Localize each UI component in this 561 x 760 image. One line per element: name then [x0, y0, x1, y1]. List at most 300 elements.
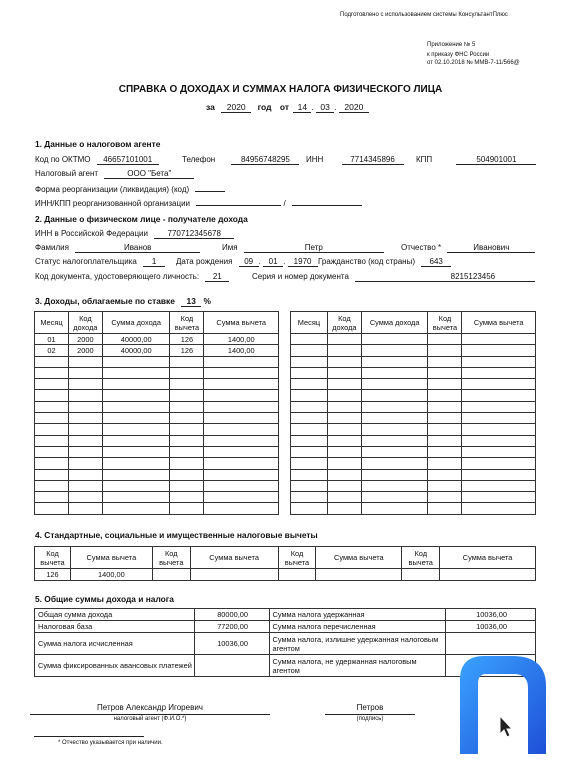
table-row — [35, 469, 279, 480]
table-cell — [361, 334, 428, 345]
table-cell — [170, 424, 204, 435]
table-cell — [102, 401, 170, 412]
table-cell — [462, 480, 536, 491]
citizenship-row — [318, 257, 451, 267]
agent-name: Петров Александр Игоревич — [30, 703, 270, 715]
table-cell — [170, 413, 204, 424]
table-cell — [68, 492, 102, 503]
table-row — [35, 503, 279, 514]
oktmo-row — [35, 155, 159, 165]
total-income-label: Общая сумма дохода — [35, 609, 195, 621]
oktmo-label: Код по ОКТМО — [35, 155, 91, 164]
tax-base-label: Налоговая база — [35, 621, 195, 633]
income-table-right — [290, 311, 536, 515]
table-cell — [361, 413, 428, 424]
table-cell — [327, 469, 361, 480]
table-cell — [68, 424, 102, 435]
table-cell — [170, 356, 204, 367]
dob-month: 01 — [263, 257, 283, 267]
table-cell — [68, 458, 102, 469]
table-cell — [204, 367, 279, 378]
table-cell: 126 — [170, 345, 204, 356]
reorg-inn-value — [196, 197, 281, 206]
table-cell — [462, 492, 536, 503]
ded-code-v2 — [152, 569, 190, 581]
ded-code-h3: Код вычета — [278, 547, 316, 569]
table-cell — [35, 367, 69, 378]
section5-heading: 5. Общие суммы дохода и налога — [35, 594, 174, 604]
table-row — [291, 492, 536, 503]
table-cell — [428, 424, 462, 435]
table-cell — [170, 492, 204, 503]
period-month: 03 — [316, 102, 334, 113]
ded-sum-h3: Сумма вычета — [316, 547, 402, 569]
table-cell — [204, 469, 279, 480]
tax-excess-label: Сумма налога, излишне удержанная налоговым агентом — [269, 633, 446, 655]
table-cell — [428, 334, 462, 345]
table-cell — [462, 446, 536, 457]
table-cell — [428, 458, 462, 469]
table-row — [35, 379, 279, 390]
table-row — [291, 334, 536, 345]
table-cell — [170, 469, 204, 480]
doc-row — [35, 272, 229, 282]
table-cell — [327, 390, 361, 401]
table-cell — [327, 379, 361, 390]
table-cell — [291, 469, 328, 480]
table-row — [35, 413, 279, 424]
table-row — [35, 390, 279, 401]
table-cell — [68, 401, 102, 412]
table-cell — [170, 401, 204, 412]
table-cell — [361, 435, 428, 446]
table-cell — [462, 390, 536, 401]
table-cell — [204, 480, 279, 491]
table-cell — [35, 503, 69, 514]
kpp-label: КПП — [416, 155, 433, 164]
table-row — [291, 345, 536, 356]
table-cell — [361, 356, 428, 367]
table-cell — [361, 379, 428, 390]
col-deduction-code: Код вычета — [170, 312, 204, 334]
table-cell — [327, 492, 361, 503]
table-cell — [102, 446, 170, 457]
patronymic-value: Иванович — [447, 243, 535, 253]
table-cell — [291, 356, 328, 367]
table-cell — [102, 492, 170, 503]
ded-code-v3 — [278, 569, 316, 581]
table-cell — [361, 345, 428, 356]
table-cell — [68, 413, 102, 424]
reorg-inn-row — [35, 197, 362, 208]
doc-series-label: Серия и номер документа — [252, 272, 349, 281]
doc-series-row — [252, 272, 535, 282]
status-row — [35, 257, 165, 267]
table-cell — [327, 435, 361, 446]
table-cell — [204, 435, 279, 446]
col-deduction-sum: Сумма вычета — [204, 312, 279, 334]
table-cell — [291, 492, 328, 503]
table-cell — [204, 356, 279, 367]
table-cell — [102, 435, 170, 446]
deductions-table — [34, 546, 536, 581]
table-cell — [428, 435, 462, 446]
table-cell — [428, 345, 462, 356]
period-row: за 2020 год от 14 . 03 . 2020 — [206, 102, 369, 113]
table-cell — [462, 424, 536, 435]
agent-caption: налоговый агент (Ф.И.О.*) — [113, 716, 187, 722]
status-label: Статус налогоплательщика — [35, 257, 137, 266]
table-cell — [428, 401, 462, 412]
table-cell — [102, 367, 170, 378]
ded-sum-h4: Сумма вычета — [440, 547, 536, 569]
table-cell — [35, 492, 69, 503]
phone-row — [182, 155, 299, 165]
table-cell — [361, 401, 428, 412]
status-value: 1 — [143, 257, 165, 267]
name-value: Петр — [244, 243, 384, 253]
page-title: СПРАВКА О ДОХОДАХ И СУММАХ НАЛОГА ФИЗИЧЕСКОГО ЛИЦА — [118, 84, 443, 95]
table-cell — [102, 413, 170, 424]
footnote-divider — [34, 736, 144, 737]
table-cell — [361, 390, 428, 401]
person-inn-row — [35, 229, 234, 239]
person-inn-value: 770712345678 — [154, 229, 234, 239]
table-cell — [102, 503, 170, 514]
table-row — [35, 424, 279, 435]
table-cell — [68, 503, 102, 514]
table-cell — [35, 401, 69, 412]
table-cell — [462, 458, 536, 469]
ded-code-h1: Код вычета — [35, 547, 71, 569]
table-cell: 02 — [35, 345, 69, 356]
table-cell — [361, 492, 428, 503]
tax-calculated-label: Сумма налога исчисленная — [35, 633, 195, 655]
table-cell — [35, 413, 69, 424]
table-row — [35, 334, 279, 345]
doc-series-value: 8215123456 — [355, 272, 535, 282]
table-row — [291, 503, 536, 514]
ded-sum-h1: Сумма вычета — [70, 547, 152, 569]
table-cell — [291, 401, 328, 412]
section3-heading: 3. Доходы, облагаемые по ставке — [35, 296, 175, 306]
table-cell: 1400,00 — [204, 345, 279, 356]
surname-label: Фамилия — [35, 243, 69, 252]
table-cell — [204, 458, 279, 469]
signature-value: Петров — [325, 703, 415, 715]
dob-year: 1970 — [288, 257, 318, 267]
table-cell — [102, 390, 170, 401]
table-cell — [428, 492, 462, 503]
table-cell — [170, 435, 204, 446]
table-cell — [204, 424, 279, 435]
citizenship-value: 643 — [421, 257, 451, 267]
inn-row — [306, 155, 404, 165]
table-cell — [68, 390, 102, 401]
col-deduction-sum-2: Сумма вычета — [462, 312, 536, 334]
table-row — [291, 469, 536, 480]
table-cell — [35, 390, 69, 401]
fixed-advance-label: Сумма фиксированных авансовых платежей — [35, 655, 195, 677]
table-row — [35, 458, 279, 469]
name-row — [222, 243, 384, 253]
table-cell — [68, 480, 102, 491]
col-month: Месяц — [35, 312, 69, 334]
tax-calculated-value: 10036,00 — [194, 633, 269, 655]
doc-code-label: Код документа, удостоверяющего личность: — [35, 272, 200, 281]
table-cell — [291, 390, 328, 401]
table-cell — [102, 379, 170, 390]
table-cell — [102, 480, 170, 491]
tax-transferred-value: 10036,00 — [446, 621, 536, 633]
table-row — [35, 446, 279, 457]
table-cell — [35, 480, 69, 491]
table-row — [35, 480, 279, 491]
agent-row — [35, 169, 194, 179]
table-cell — [204, 390, 279, 401]
table-cell — [68, 435, 102, 446]
table-cell — [361, 446, 428, 457]
table-cell — [35, 469, 69, 480]
tax-rate: 13 — [181, 296, 201, 307]
table-cell — [102, 469, 170, 480]
logo-icon — [436, 650, 554, 754]
reorg-slash: / — [283, 199, 286, 208]
table-cell — [327, 334, 361, 345]
table-cell — [428, 390, 462, 401]
table-cell — [462, 345, 536, 356]
table-cell — [327, 458, 361, 469]
reorg-value — [195, 183, 225, 192]
kpp-value: 504901001 — [456, 155, 536, 165]
appendix-line3: от 02.10.2018 № ММВ-7-11/566@ — [427, 60, 520, 66]
table-cell — [170, 390, 204, 401]
table-cell — [204, 401, 279, 412]
period-god: год — [257, 102, 272, 112]
table-row — [291, 379, 536, 390]
period-ot: от — [279, 102, 290, 112]
table-cell — [291, 480, 328, 491]
table-cell — [35, 424, 69, 435]
table-cell — [428, 480, 462, 491]
col-income-sum-2: Сумма дохода — [361, 312, 428, 334]
table-cell — [462, 413, 536, 424]
footnote: * Отчество указывается при наличии. — [58, 740, 163, 746]
table-cell — [204, 503, 279, 514]
table-cell — [68, 469, 102, 480]
table-row — [35, 435, 279, 446]
period-day: 14 — [293, 102, 311, 113]
patronymic-row — [401, 243, 535, 253]
tax-withheld-value: 10036,00 — [446, 609, 536, 621]
table-cell — [170, 503, 204, 514]
tax-not-withheld-label: Сумма налога, не удержанная налоговым агентом — [269, 655, 446, 677]
table-cell — [327, 367, 361, 378]
table-row — [291, 458, 536, 469]
period-year: 2020 — [221, 102, 251, 113]
dob-row: Дата рождения 09 . 01 . 1970 — [176, 257, 318, 267]
phone-label: Телефон — [182, 155, 216, 164]
agent-inn-label: ИНН — [306, 155, 324, 164]
table-cell — [291, 367, 328, 378]
table-row — [291, 356, 536, 367]
dob-day: 09 — [239, 257, 259, 267]
table-cell — [170, 480, 204, 491]
table-cell — [68, 367, 102, 378]
table-cell — [35, 458, 69, 469]
table-cell: 40000,00 — [102, 334, 170, 345]
table-cell — [204, 492, 279, 503]
tax-base-value: 77200,00 — [194, 621, 269, 633]
col-income-code-2: Код дохода — [327, 312, 361, 334]
table-cell: 2000 — [68, 345, 102, 356]
table-cell — [428, 469, 462, 480]
table-cell — [462, 379, 536, 390]
reorg-row — [35, 183, 225, 194]
watermark: Подготовлено с использованием системы КонсультантПлюс — [340, 12, 508, 18]
table-row — [35, 492, 279, 503]
ded-sum-h2: Сумма вычета — [190, 547, 278, 569]
table-cell — [462, 435, 536, 446]
table-cell — [68, 356, 102, 367]
table-cell — [428, 413, 462, 424]
person-inn-label: ИНН в Российской Федерации — [35, 229, 148, 238]
table-cell — [361, 503, 428, 514]
surname-value: Иванов — [75, 243, 200, 253]
table-cell — [170, 458, 204, 469]
table-cell — [428, 503, 462, 514]
appendix-line1: Приложение № 5 — [427, 42, 476, 48]
col-deduction-code-2: Код вычета — [428, 312, 462, 334]
ded-code-v1: 126 — [35, 569, 71, 581]
table-cell — [361, 424, 428, 435]
section1-heading: 1. Данные о налоговом агенте — [35, 139, 161, 149]
table-cell — [428, 379, 462, 390]
table-cell: 2000 — [68, 334, 102, 345]
total-income-value: 80000,00 — [194, 609, 269, 621]
table-cell — [428, 367, 462, 378]
section3-heading-row — [35, 296, 211, 307]
ded-code-h2: Код вычета — [152, 547, 190, 569]
table-cell — [361, 367, 428, 378]
table-cell — [102, 356, 170, 367]
table-cell — [204, 379, 279, 390]
ded-sum-v1: 1400,00 — [70, 569, 152, 581]
table-cell — [327, 424, 361, 435]
table-cell — [291, 334, 328, 345]
reorg-label: Форма реорганизации (ликвидация) (код) — [35, 185, 190, 194]
col-income-code: Код дохода — [68, 312, 102, 334]
tax-transferred-label: Сумма налога перечисленная — [269, 621, 446, 633]
fixed-advance-value — [194, 655, 269, 677]
phone-value: 84956748295 — [231, 155, 299, 165]
table-cell — [361, 469, 428, 480]
agent-inn-value: 7714345896 — [342, 155, 404, 165]
table-cell — [35, 435, 69, 446]
table-row — [35, 401, 279, 412]
table-row — [291, 446, 536, 457]
table-cell — [327, 480, 361, 491]
ded-sum-v2 — [190, 569, 278, 581]
table-row — [291, 413, 536, 424]
table-cell — [170, 446, 204, 457]
period-doc-year: 2020 — [339, 102, 369, 113]
table-row — [35, 367, 279, 378]
tax-withheld-label: Сумма налога удержанная — [269, 609, 446, 621]
col-income-sum: Сумма дохода — [102, 312, 170, 334]
table-cell — [170, 367, 204, 378]
income-table-left — [34, 311, 279, 515]
table-cell: 40000,00 — [102, 345, 170, 356]
agent-value: ООО "Бета" — [104, 169, 194, 179]
reorg-kpp-value — [292, 197, 362, 206]
table-cell — [170, 379, 204, 390]
table-cell — [428, 446, 462, 457]
ded-sum-v4 — [440, 569, 536, 581]
table-row — [35, 345, 279, 356]
table-cell — [291, 345, 328, 356]
section2-heading: 2. Данные о физическом лице - получателе дохода — [35, 214, 248, 224]
name-label: Имя — [222, 243, 238, 252]
table-cell: 126 — [170, 334, 204, 345]
table-row — [291, 367, 536, 378]
surname-row — [35, 243, 200, 253]
table-cell — [204, 446, 279, 457]
table-cell: 01 — [35, 334, 69, 345]
table-cell — [35, 356, 69, 367]
doc-code-value: 21 — [205, 272, 229, 282]
kpp-row — [416, 155, 536, 165]
table-row — [291, 401, 536, 412]
table-cell — [462, 469, 536, 480]
ded-sum-v3 — [316, 569, 402, 581]
dob-label: Дата рождения — [176, 257, 233, 266]
table-row — [35, 356, 279, 367]
table-cell — [35, 446, 69, 457]
table-row — [291, 435, 536, 446]
table-cell — [327, 413, 361, 424]
table-cell — [327, 401, 361, 412]
appendix-line2: к приказу ФНС России — [427, 52, 490, 58]
table-cell — [35, 379, 69, 390]
table-cell — [428, 356, 462, 367]
table-cell — [102, 458, 170, 469]
agent-label: Налоговый агент — [35, 169, 99, 178]
table-cell — [291, 424, 328, 435]
table-cell — [327, 345, 361, 356]
patronymic-label: Отчество * — [401, 243, 442, 252]
table-cell — [462, 401, 536, 412]
ded-code-h4: Код вычета — [402, 547, 440, 569]
table-cell — [327, 356, 361, 367]
table-cell — [462, 334, 536, 345]
period-za: за — [206, 102, 215, 112]
citizenship-label: Гражданство (код страны) — [318, 257, 415, 266]
table-cell — [68, 446, 102, 457]
table-cell — [204, 413, 279, 424]
table-cell — [291, 435, 328, 446]
table-cell — [462, 367, 536, 378]
reorg-inn-label: ИНН/КПП реорганизованной организации — [35, 199, 191, 208]
table-row — [291, 390, 536, 401]
table-cell — [462, 356, 536, 367]
table-cell — [361, 458, 428, 469]
table-cell — [327, 446, 361, 457]
table-cell — [102, 424, 170, 435]
table-cell — [361, 480, 428, 491]
table-cell — [291, 446, 328, 457]
table-cell — [68, 379, 102, 390]
